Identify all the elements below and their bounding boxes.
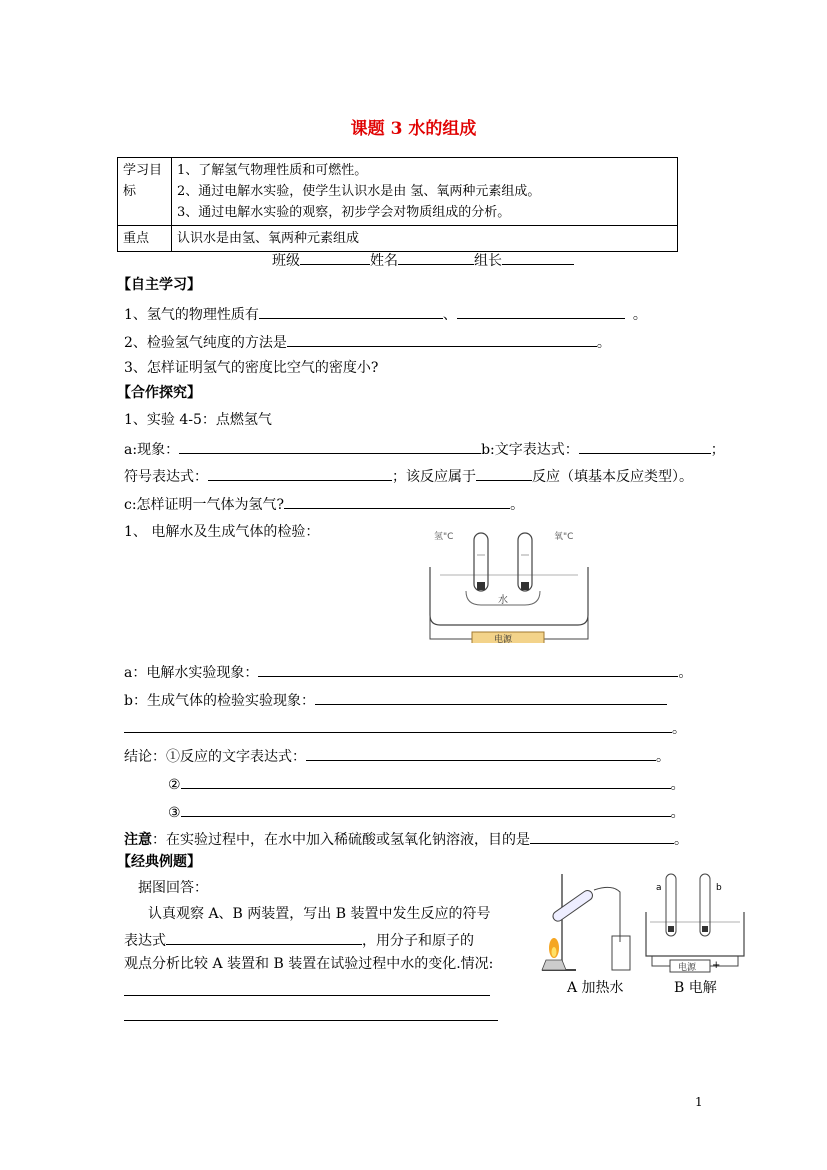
question-2: 2、检验氢气纯度的方法是 。 xyxy=(124,332,611,352)
goal-item: 2、通过电解水实验，使学生认识水是由 氢、氧两种元素组成。 xyxy=(177,184,541,199)
conclusion-3: ③ 。 xyxy=(168,802,685,822)
classic-heading: 【经典例题】 xyxy=(117,854,201,870)
leader-blank[interactable] xyxy=(502,250,574,265)
answer-blank[interactable] xyxy=(179,439,481,454)
question-1: 1、氢气的物理性质有 、 。 xyxy=(124,304,647,324)
experiment-1-line-a: a:现象： b:文字表达式： ； xyxy=(124,439,725,459)
answer-blank[interactable] xyxy=(287,332,597,347)
answer-blank[interactable] xyxy=(259,304,443,319)
answer-blank[interactable] xyxy=(181,774,671,789)
answer-blank[interactable] xyxy=(166,930,362,945)
answer-blank[interactable] xyxy=(530,829,674,844)
classic-line-1: 据图回答： xyxy=(138,880,208,896)
caption-b: B 电解 xyxy=(674,980,717,996)
answer-line[interactable] xyxy=(124,995,490,996)
conclusion-1: 结论：①反应的文字表达式： 。 xyxy=(124,746,670,766)
gas-test-phenomenon-cont: 。 xyxy=(124,718,686,738)
electrolysis-phenomenon: a：电解水实验现象： 。 xyxy=(124,662,692,682)
experiment-1-line-symbol: 符号表达式： ；该反应属于 反应（填基本反应类型）。 xyxy=(124,466,693,486)
answer-blank[interactable] xyxy=(124,718,672,733)
gas-test-phenomenon: b：生成气体的检验实验现象： xyxy=(124,690,667,710)
answer-blank[interactable] xyxy=(306,746,656,761)
power-label: 电源 xyxy=(494,635,513,643)
name-blank[interactable] xyxy=(398,250,474,265)
power-label: 电源 xyxy=(678,963,697,973)
note-line: 注意：在实验过程中，在水中加入稀硫酸或氢氧化钠溶液，目的是 。 xyxy=(124,829,688,849)
water-label: 水 xyxy=(498,595,508,606)
focus-label: 重点 xyxy=(118,226,172,252)
focus-text: 认识水是由氢、氧两种元素组成 xyxy=(172,226,678,252)
goals-items xyxy=(172,158,678,226)
answer-line[interactable] xyxy=(124,1020,498,1021)
classic-line-3: 表达式 ，用分子和原子的 xyxy=(124,930,474,950)
class-name-line: 班级 姓名 组长 xyxy=(272,250,574,270)
self-study-heading: 【自主学习】 xyxy=(117,277,201,293)
answer-blank[interactable] xyxy=(315,690,667,705)
answer-blank[interactable] xyxy=(476,466,532,481)
hydrogen-label: 氢"C xyxy=(434,532,454,542)
answer-blank[interactable] xyxy=(579,439,711,454)
oxygen-label: 氧"C xyxy=(554,532,574,542)
page-title: 课题 3 水的组成 xyxy=(350,119,477,139)
goal-item: 1、了解氢气物理性质和可燃性。 xyxy=(177,163,368,178)
class-blank[interactable] xyxy=(300,250,370,265)
goals-table xyxy=(117,157,678,252)
experiment-2-title: 1、 电解水及生成气体的检验： xyxy=(124,524,320,540)
goal-item: 3、通过电解水实验的观察，初步学会对物质组成的分析。 xyxy=(177,205,511,220)
caption-a: A 加热水 xyxy=(567,980,624,996)
answer-blank[interactable] xyxy=(457,304,625,319)
classic-line-4: 观点分析比较 A 装置和 B 装置在试验过程中水的变化.情况: xyxy=(124,956,494,972)
answer-blank[interactable] xyxy=(258,662,678,677)
comparison-apparatus-figure xyxy=(532,870,748,976)
tube-a-label: a xyxy=(656,883,662,893)
electrolysis-apparatus-figure xyxy=(426,525,592,643)
answer-blank[interactable] xyxy=(181,802,671,817)
answer-blank[interactable] xyxy=(284,494,510,509)
experiment-1-title: 1、实验 4-5：点燃氢气 xyxy=(124,412,272,428)
plus-label: + xyxy=(712,960,721,971)
question-3: 3、怎样证明氢气的密度比空气的密度小? xyxy=(124,360,379,376)
experiment-1-line-c: c:怎样证明一气体为氢气? 。 xyxy=(124,494,524,514)
cooperate-heading: 【合作探究】 xyxy=(117,385,201,401)
tube-b-label: b xyxy=(716,883,722,893)
conclusion-2: ② 。 xyxy=(168,774,685,794)
page-number: 1 xyxy=(695,1095,703,1109)
goals-label: 学习目标 xyxy=(118,158,172,226)
answer-blank[interactable] xyxy=(208,466,392,481)
classic-line-2: 认真观察 A、B 两装置，写出 B 装置中发生反应的符号 xyxy=(148,906,491,922)
